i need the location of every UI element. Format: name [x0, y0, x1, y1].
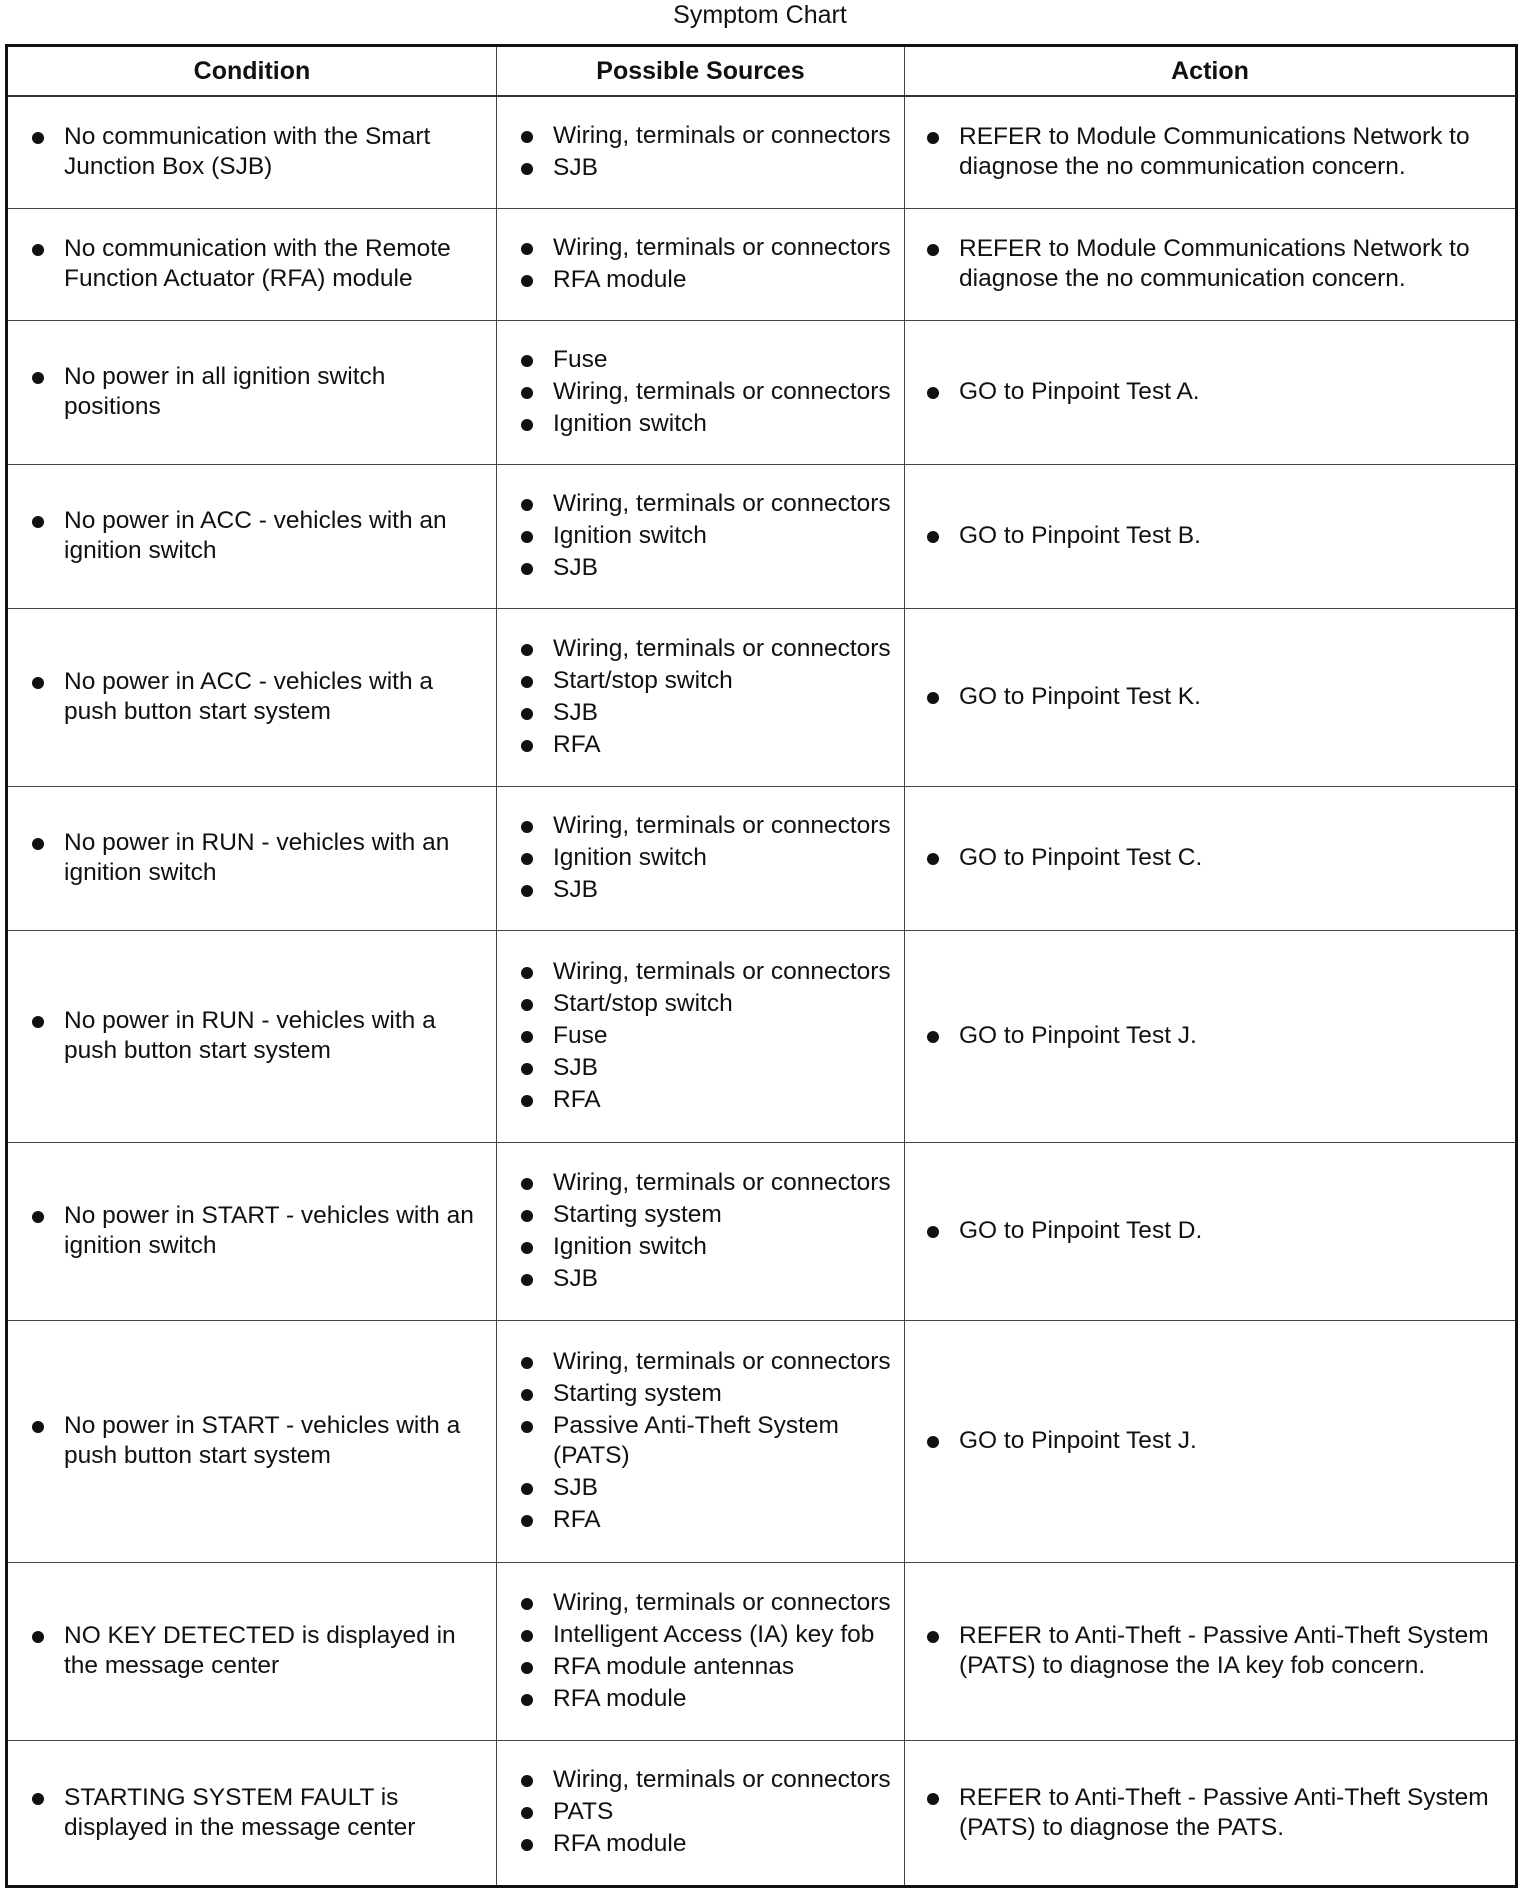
table-row	[7, 930, 1517, 1142]
source-item: RFA	[521, 730, 896, 760]
condition-text: No communication with the Smart Junction Box (SJB)	[32, 122, 486, 182]
condition-cell	[7, 96, 497, 208]
source-item: Ignition switch	[521, 409, 896, 439]
action-cell	[905, 1562, 1517, 1740]
possible-sources-cell	[497, 208, 905, 320]
symptom-table	[5, 44, 1518, 1888]
sources-list	[521, 489, 896, 583]
source-item: RFA module	[521, 265, 896, 295]
source-item: Wiring, terminals or connectors	[521, 121, 896, 151]
source-item: SJB	[521, 553, 896, 583]
action-cell	[905, 786, 1517, 930]
condition-text: No communication with the Remote Function Actuator (RFA) module	[32, 234, 486, 294]
possible-sources-cell	[497, 930, 905, 1142]
source-item: Starting system	[521, 1200, 896, 1230]
action-text: REFER to Anti-Theft - Passive Anti-Theft System (PATS) to diagnose the IA key fob concern.	[927, 1621, 1499, 1681]
action-text: GO to Pinpoint Test D.	[927, 1216, 1499, 1246]
condition-cell	[7, 1142, 497, 1320]
sources-list	[521, 345, 896, 439]
source-item: Wiring, terminals or connectors	[521, 957, 896, 987]
source-item: Wiring, terminals or connectors	[521, 1588, 896, 1618]
condition-cell	[7, 464, 497, 608]
source-item: Ignition switch	[521, 1232, 896, 1262]
source-item: Start/stop switch	[521, 666, 896, 696]
sources-list	[521, 121, 896, 183]
possible-sources-cell	[497, 786, 905, 930]
table-row	[7, 1142, 1517, 1320]
source-item: Start/stop switch	[521, 989, 896, 1019]
source-item: RFA module	[521, 1829, 896, 1859]
header-action: Action	[905, 46, 1517, 97]
condition-text: No power in RUN - vehicles with a push button start system	[32, 1006, 486, 1066]
source-item: Fuse	[521, 345, 896, 375]
source-item: SJB	[521, 875, 896, 905]
source-item: Ignition switch	[521, 843, 896, 873]
source-item: Wiring, terminals or connectors	[521, 1168, 896, 1198]
source-item: Wiring, terminals or connectors	[521, 1765, 896, 1795]
sources-list	[521, 634, 896, 760]
condition-text: No power in all ignition switch positions	[32, 362, 486, 422]
condition-cell	[7, 1562, 497, 1740]
action-cell	[905, 320, 1517, 464]
action-text: GO to Pinpoint Test J.	[927, 1426, 1499, 1456]
condition-text: STARTING SYSTEM FAULT is displayed in the message center	[32, 1783, 486, 1843]
table-row	[7, 96, 1517, 208]
source-item: RFA	[521, 1085, 896, 1115]
source-item: RFA module	[521, 1684, 896, 1714]
source-item: SJB	[521, 153, 896, 183]
condition-text: NO KEY DETECTED is displayed in the message center	[32, 1621, 486, 1681]
action-text: REFER to Anti-Theft - Passive Anti-Theft System (PATS) to diagnose the PATS.	[927, 1783, 1499, 1843]
header-condition: Condition	[7, 46, 497, 97]
table-row	[7, 320, 1517, 464]
condition-cell	[7, 1320, 497, 1562]
sources-list	[521, 1347, 896, 1535]
possible-sources-cell	[497, 1562, 905, 1740]
source-item: Wiring, terminals or connectors	[521, 377, 896, 407]
source-item: Wiring, terminals or connectors	[521, 489, 896, 519]
header-possible-sources: Possible Sources	[497, 46, 905, 97]
possible-sources-cell	[497, 1142, 905, 1320]
action-cell	[905, 930, 1517, 1142]
possible-sources-cell	[497, 1320, 905, 1562]
source-item: Fuse	[521, 1021, 896, 1051]
table-row	[7, 464, 1517, 608]
condition-text: No power in START - vehicles with an ignition switch	[32, 1201, 486, 1261]
header-row	[7, 46, 1517, 97]
sources-list	[521, 1765, 896, 1859]
condition-cell	[7, 786, 497, 930]
table-row	[7, 1740, 1517, 1886]
sources-list	[521, 1588, 896, 1714]
table-row	[7, 786, 1517, 930]
action-text: GO to Pinpoint Test C.	[927, 843, 1499, 873]
table-row	[7, 1562, 1517, 1740]
source-item: RFA module antennas	[521, 1652, 896, 1682]
possible-sources-cell	[497, 1740, 905, 1886]
sources-list	[521, 233, 896, 295]
sources-list	[521, 957, 896, 1115]
action-cell	[905, 208, 1517, 320]
condition-cell	[7, 208, 497, 320]
action-cell	[905, 1142, 1517, 1320]
action-text: GO to Pinpoint Test K.	[927, 682, 1499, 712]
source-item: PATS	[521, 1797, 896, 1827]
action-text: GO to Pinpoint Test J.	[927, 1021, 1499, 1051]
source-item: Starting system	[521, 1379, 896, 1409]
condition-cell	[7, 1740, 497, 1886]
action-cell	[905, 464, 1517, 608]
chart-title: Symptom Chart	[673, 1, 847, 29]
source-item: SJB	[521, 1473, 896, 1503]
action-text: GO to Pinpoint Test A.	[927, 377, 1499, 407]
source-item: Wiring, terminals or connectors	[521, 233, 896, 263]
table-row	[7, 208, 1517, 320]
sources-list	[521, 811, 896, 905]
table-row	[7, 608, 1517, 786]
sources-list	[521, 1168, 896, 1294]
source-item: Ignition switch	[521, 521, 896, 551]
action-cell	[905, 96, 1517, 208]
source-item: SJB	[521, 1053, 896, 1083]
possible-sources-cell	[497, 464, 905, 608]
condition-text: No power in ACC - vehicles with a push button start system	[32, 667, 486, 727]
possible-sources-cell	[497, 320, 905, 464]
action-cell	[905, 1320, 1517, 1562]
source-item: Wiring, terminals or connectors	[521, 811, 896, 841]
table-row	[7, 1320, 1517, 1562]
possible-sources-cell	[497, 608, 905, 786]
condition-text: No power in RUN - vehicles with an ignition switch	[32, 828, 486, 888]
action-text: REFER to Module Communications Network to diagnose the no communication concern.	[927, 234, 1499, 294]
action-cell	[905, 608, 1517, 786]
action-text: REFER to Module Communications Network to diagnose the no communication concern.	[927, 122, 1499, 182]
action-cell	[905, 1740, 1517, 1886]
condition-text: No power in ACC - vehicles with an ignition switch	[32, 506, 486, 566]
source-item: Intelligent Access (IA) key fob	[521, 1620, 896, 1650]
condition-text: No power in START - vehicles with a push button start system	[32, 1411, 486, 1471]
source-item: Wiring, terminals or connectors	[521, 1347, 896, 1377]
source-item: RFA	[521, 1505, 896, 1535]
possible-sources-cell	[497, 96, 905, 208]
source-item: Passive Anti-Theft System (PATS)	[521, 1411, 896, 1471]
source-item: SJB	[521, 1264, 896, 1294]
condition-cell	[7, 608, 497, 786]
condition-cell	[7, 930, 497, 1142]
source-item: Wiring, terminals or connectors	[521, 634, 896, 664]
condition-cell	[7, 320, 497, 464]
source-item: SJB	[521, 698, 896, 728]
action-text: GO to Pinpoint Test B.	[927, 521, 1499, 551]
